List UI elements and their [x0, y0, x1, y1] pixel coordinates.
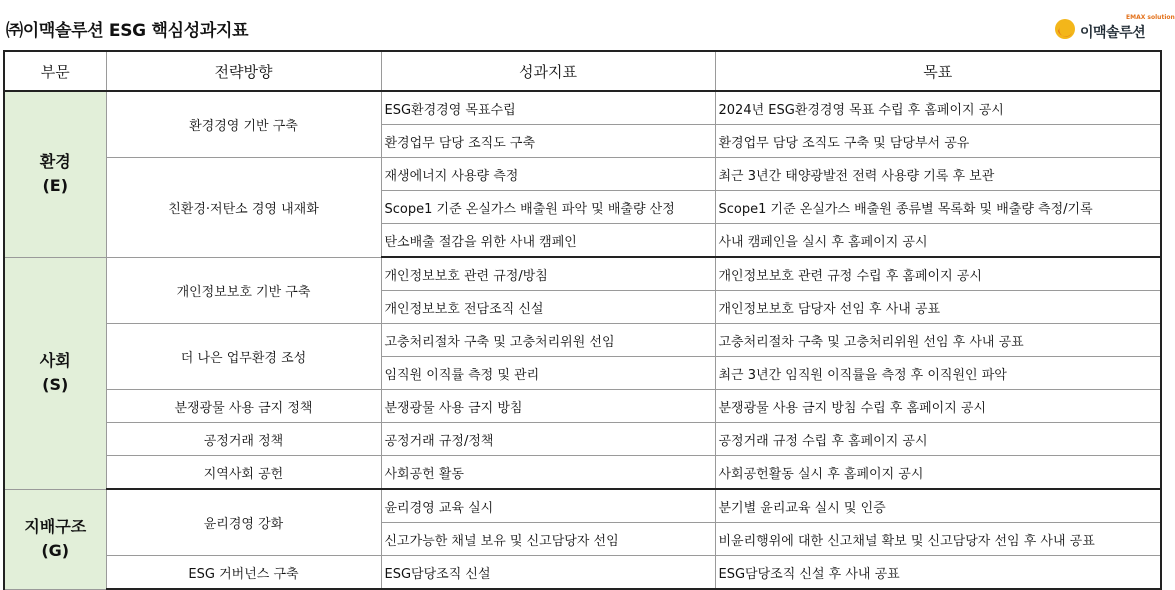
goal-cell: 분쟁광물 사용 금지 방침 수립 후 홈페이지 공시 — [715, 390, 1161, 423]
strategy-cell: 분쟁광물 사용 금지 정책 — [106, 390, 381, 423]
strategy-cell: 친환경·저탄소 경영 내재화 — [106, 158, 381, 258]
category-cell-environment — [4, 91, 106, 257]
esg-kpi-table — [3, 50, 1162, 590]
kpi-cell: ESG환경경영 목표수립 — [381, 91, 715, 125]
logo-text: 이맥솔루션 — [1080, 25, 1146, 41]
goal-cell: 최근 3년간 태양광발전 전력 사용량 기록 후 보관 — [715, 158, 1161, 191]
goal-cell: Scope1 기준 온실가스 배출원 종류별 목록화 및 배출량 측정/기록 — [715, 191, 1161, 224]
kpi-cell: 사회공헌 활동 — [381, 456, 715, 490]
strategy-cell: 지역사회 공헌 — [106, 456, 381, 490]
category-name: 환경 — [39, 152, 71, 172]
category-code: (E) — [42, 176, 69, 196]
kpi-cell: Scope1 기준 온실가스 배출원 파악 및 배출량 산정 — [381, 191, 715, 224]
category-code: (G) — [41, 541, 70, 560]
strategy-cell: ESG 거버넌스 구축 — [106, 556, 381, 590]
company-logo — [1054, 14, 1175, 44]
strategy-cell: 공정거래 정책 — [106, 423, 381, 456]
table-row — [4, 390, 1161, 423]
kpi-cell: 임직원 이직률 측정 및 관리 — [381, 357, 715, 390]
header-category: 부문 — [4, 51, 106, 91]
header-strategy: 전략방향 — [106, 51, 381, 91]
logo-subtext: EMAX solution — [1126, 14, 1175, 21]
category-name: 사회 — [39, 351, 71, 370]
goal-cell: 최근 3년간 임직원 이직률을 측정 후 이직원인 파악 — [715, 357, 1161, 390]
table-row — [4, 257, 1161, 291]
goal-cell: 개인정보보호 관련 규정 수립 후 홈페이지 공시 — [715, 257, 1161, 291]
kpi-cell: 개인정보보호 관련 규정/방침 — [381, 257, 715, 291]
goal-cell: 사내 캠페인을 실시 후 홈페이지 공시 — [715, 224, 1161, 258]
goal-cell: 개인정보보호 담당자 선임 후 사내 공표 — [715, 291, 1161, 324]
table-row — [4, 423, 1161, 456]
kpi-cell: 환경업무 담당 조직도 구축 — [381, 125, 715, 158]
table-row — [4, 91, 1161, 125]
strategy-cell: 더 나은 업무환경 조성 — [106, 324, 381, 390]
category-cell-governance — [4, 489, 106, 589]
goal-cell: 공정거래 규정 수립 후 홈페이지 공시 — [715, 423, 1161, 456]
goal-cell: 환경업무 담당 조직도 구축 및 담당부서 공유 — [715, 125, 1161, 158]
header-goal: 목표 — [715, 51, 1161, 91]
kpi-cell: 개인정보보호 전담조직 신설 — [381, 291, 715, 324]
goal-cell: 2024년 ESG환경경영 목표 수립 후 홈페이지 공시 — [715, 91, 1161, 125]
kpi-cell: 고충처리절차 구축 및 고충처리위원 선임 — [381, 324, 715, 357]
table-row — [4, 489, 1161, 523]
table-header-row — [4, 51, 1161, 91]
goal-cell: 비윤리행위에 대한 신고채널 확보 및 신고담당자 선임 후 사내 공표 — [715, 523, 1161, 556]
kpi-cell: 재생에너지 사용량 측정 — [381, 158, 715, 191]
strategy-cell: 윤리경영 강화 — [106, 489, 381, 556]
kpi-cell: 분쟁광물 사용 금지 방침 — [381, 390, 715, 423]
goal-cell: 분기별 윤리교육 실시 및 인증 — [715, 489, 1161, 523]
kpi-cell: 윤리경영 교육 실시 — [381, 489, 715, 523]
table-row — [4, 456, 1161, 490]
header-kpi: 성과지표 — [381, 51, 715, 91]
category-code: (S) — [42, 375, 69, 394]
goal-cell: 고충처리절차 구축 및 고충처리위원 선임 후 사내 공표 — [715, 324, 1161, 357]
goal-cell: ESG담당조직 신설 후 사내 공표 — [715, 556, 1161, 590]
table-row — [4, 158, 1161, 191]
strategy-cell: 환경경영 기반 구축 — [106, 91, 381, 158]
kpi-cell: ESG담당조직 신설 — [381, 556, 715, 590]
category-cell-social — [4, 257, 106, 489]
kpi-cell: 공정거래 규정/정책 — [381, 423, 715, 456]
page-title: ㈜이맥솔루션 ESG 핵심성과지표 — [6, 21, 249, 41]
logo-mark-icon — [1054, 18, 1076, 40]
category-name: 지배구조 — [24, 517, 87, 536]
kpi-cell: 탄소배출 절감을 위한 사내 캠페인 — [381, 224, 715, 258]
strategy-cell: 개인정보보호 기반 구축 — [106, 257, 381, 324]
kpi-cell: 신고가능한 채널 보유 및 신고담당자 선임 — [381, 523, 715, 556]
goal-cell: 사회공헌활동 실시 후 홈페이지 공시 — [715, 456, 1161, 490]
table-row — [4, 324, 1161, 357]
table-row — [4, 556, 1161, 590]
